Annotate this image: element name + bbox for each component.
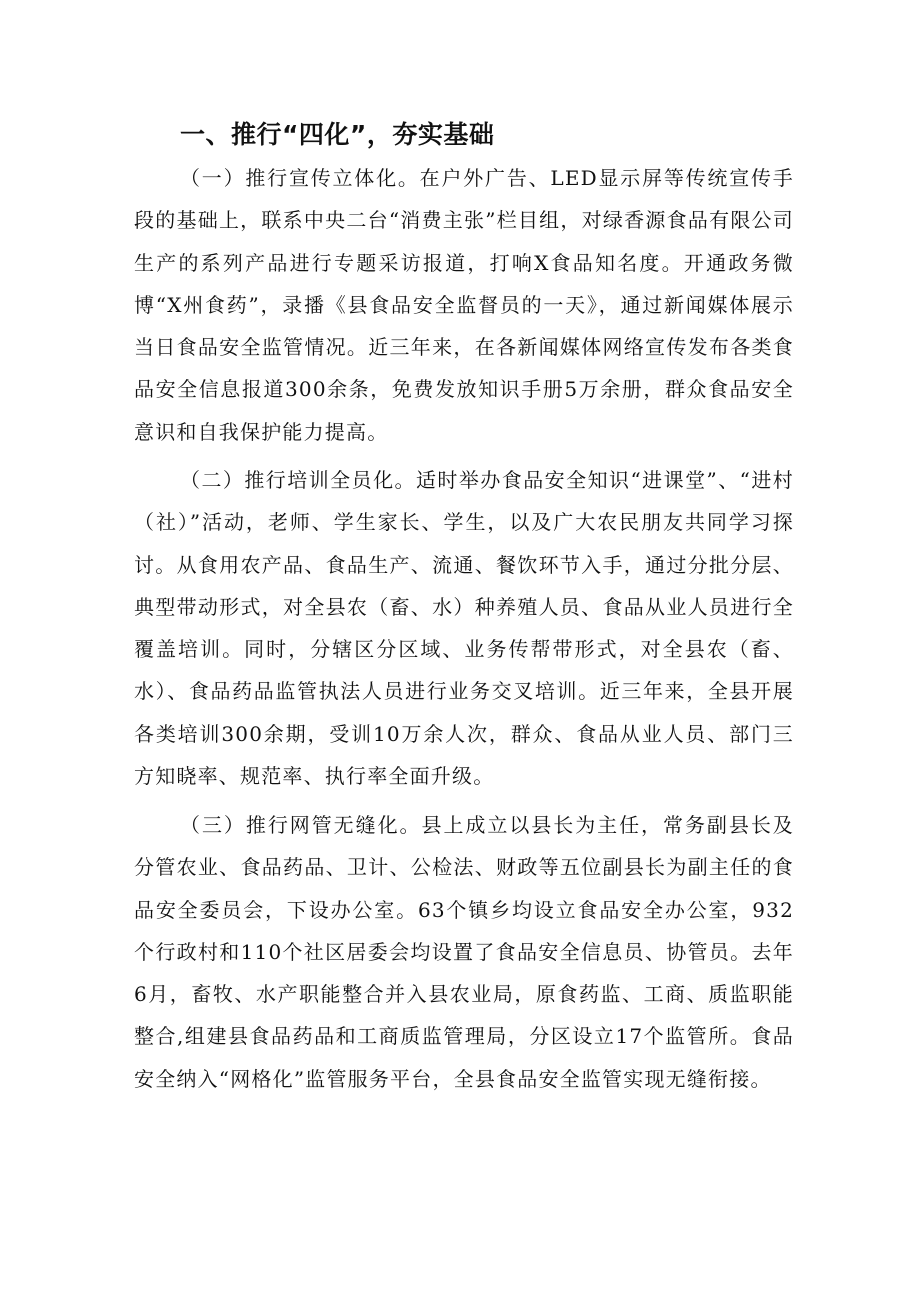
paragraph-training: （二）推行培训全员化。适时举办食品安全知识“进课堂”、“进村（社）”活动，老师、学生家长、学生，以及广大农民朋友共同学习探讨。从食用农产品、食品生产、流通、餐饮环节入手，通过分批分层、典型带动形式，对全县农（畜、水）种养殖人员、食品从业人员进行全覆盖培训。同时，分辖区分区域、业务传帮带形式，对全县农（畜、水）、食品药品监管执法人员进行业务交叉培训。近三年来，全县开展各类培训300余期，受训10万余人次，群众、食品从业人员、部门三方知晓率、规范率、执行率全面升级。 [134, 468, 794, 789]
paragraph-publicity: （一）推行宣传立体化。在户外广告、LED显示屏等传统宣传手段的基础上，联系中央二台“消费主张”栏目组，对绿香源食品有限公司生产的系列产品进行专题采访报道，打响X食品知名度。开通政务微博“X州食药”，录播《县食品安全监督员的一天》，通过新闻媒体展示当日食品安全监管情况。近三年来，在各新闻媒体网络宣传发布各类食品安全信息报道300余条，免费发放知识手册5万余册，群众食品安全意识和自我保护能力提高。 [134, 166, 794, 444]
paragraph-network-management: （三）推行网管无缝化。县上成立以县长为主任，常务副县长及分管农业、食品药品、卫计、公检法、财政等五位副县长为副主任的食品安全委员会，下设办公室。63个镇乡均设立食品安全办公室，932个行政村和110个社区居委会均设置了食品安全信息员、协管员。去年6月，畜牧、水产职能整合并入县农业局，原食药监、工商、质监职能整合,组建县食品药品和工商质监管理局，分区设立17个监管所。食品安全纳入“网格化”监管服务平台，全县食品安全监管实现无缝衔接。 [134, 813, 794, 1091]
section-heading: 一、推行“四化”，夯实基础 [180, 120, 495, 149]
